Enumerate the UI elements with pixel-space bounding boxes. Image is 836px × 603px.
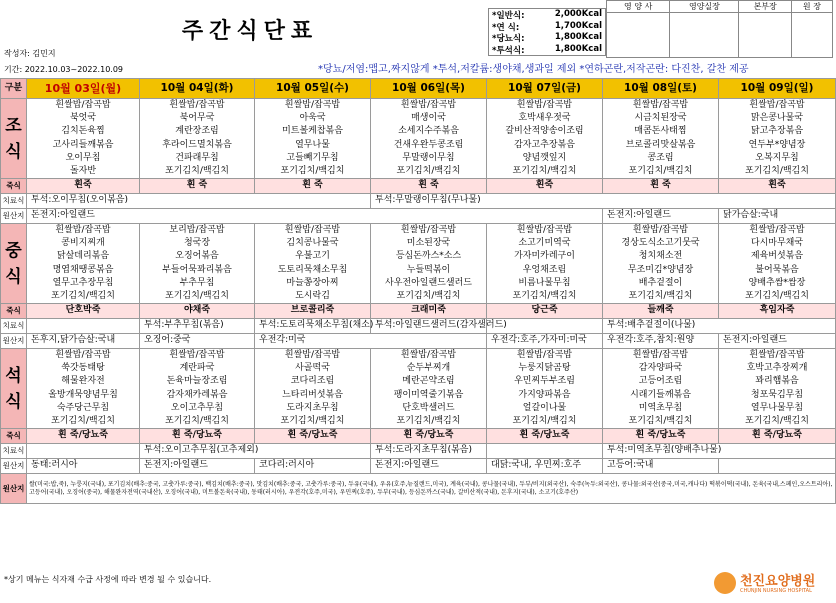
menu-item: 브로콜리맛살볶음: [625, 139, 696, 150]
page-title: 주간식단표: [181, 19, 319, 44]
porridge-cell: 브로콜리죽: [255, 304, 371, 319]
origin-cell: 우전각:미국: [255, 334, 487, 349]
menu-item: 호박새우젓국: [518, 113, 571, 124]
special-empty: [27, 319, 140, 334]
period-label: 기간: 2022.10.03~2022.10.09: [4, 65, 124, 74]
special-cell: 투석:오이고추무침(고추제외): [140, 444, 371, 459]
menu-item: 열무고추장무침: [52, 277, 114, 288]
calorie-row: [489, 9, 605, 21]
gubun-header: 구분: [1, 79, 27, 99]
menu-item: 건파래무침: [175, 152, 219, 163]
menu-item: 얼갈이나물: [522, 402, 567, 413]
menu-item: 포기김치/백김치: [165, 165, 229, 176]
special-cell: 투석:미역초무침(양배추나물): [603, 444, 836, 459]
meal-cell: [487, 349, 603, 429]
hospital-logo: [714, 568, 832, 602]
porridge-cell: 흰 죽: [371, 179, 487, 194]
signature-cell[interactable]: [791, 13, 832, 58]
menu-item: 고사리들깨볶음: [52, 139, 114, 150]
calorie-label: *일반식:: [492, 11, 525, 21]
row-label-special: 치료식: [1, 319, 27, 334]
menu-item: 시금치된장국: [634, 113, 687, 124]
meal-cell: [27, 99, 140, 179]
menu-item: 청치채소전: [638, 251, 683, 262]
menu-item: 청국장: [183, 238, 211, 249]
menu-item: 고등어조림: [638, 376, 683, 387]
menu-item: 포기김치/백김치: [396, 415, 461, 426]
porridge-cell: 흰 죽/당뇨죽: [487, 429, 603, 444]
menu-item: 계란파국: [179, 363, 215, 374]
porridge-cell: 흰죽: [487, 179, 603, 194]
row-label-origin-full: 원산지: [1, 474, 27, 504]
meal-cell: [255, 349, 371, 429]
porridge-cell: 야채죽: [140, 304, 255, 319]
menu-item: 흰쌀밥/잡곡밥: [284, 100, 341, 111]
menu-item: 소세지수주볶음: [398, 126, 459, 137]
menu-item: 흰쌀밥/잡곡밥: [516, 350, 573, 361]
menu-item: 사골떡국: [295, 363, 330, 374]
origin-cell: 돈전지:아일랜드: [140, 459, 255, 474]
calorie-row: [489, 32, 605, 44]
porridge-cell: 흰 죽/당뇨죽: [719, 429, 836, 444]
menu-item: 양배추쌈*쌈장: [748, 277, 806, 288]
menu-item: 흰쌀밥/잡곡밥: [284, 350, 341, 361]
menu-item: 누들떡볶이: [406, 264, 451, 275]
menu-item: 오이고추무침: [170, 402, 224, 413]
menu-item: 올방개묵양념무침: [48, 389, 118, 400]
menu-item: 감자양파국: [638, 363, 683, 374]
row-label-origin: 원산지: [1, 459, 27, 474]
menu-item: 흰쌀밥/잡곡밥: [284, 225, 341, 236]
menu-item: 아욱국: [299, 113, 326, 124]
porridge-cell: 크래미죽: [371, 304, 487, 319]
menu-item: 호박고추장찌개: [746, 363, 808, 374]
origin-cell: 우전각:호주,가자미:미국: [487, 334, 603, 349]
menu-item: 포기김치/백김치: [396, 165, 461, 176]
menu-item: 사우전아일랜드샐러드: [385, 277, 472, 288]
writer-label: 작성자: 김민지: [4, 49, 56, 58]
menu-item: 오복지무침: [755, 152, 799, 163]
diet-notice: *당뇨/저염:맵고,짜지않게 *투석,저칼륨:생야채,생과일 제외 *연하곤란,저작곤란: 다진찬, 갈찬 제공: [318, 64, 749, 75]
day-header: 10월 07일(금): [487, 79, 603, 99]
row-label-porridge: 죽식: [1, 304, 27, 319]
menu-item: 고들빼기무침: [286, 152, 339, 163]
menu-item: 흰쌀밥/잡곡밥: [55, 350, 111, 361]
special-cell: 투석:아일랜드샐러드(감자샐러드): [371, 319, 487, 334]
day-header: 10월 04일(화): [140, 79, 255, 99]
menu-item: 부추무침: [179, 277, 215, 288]
origin-cell: 돈전지:아일랜드: [603, 209, 719, 224]
row-label-origin: 원산지: [1, 209, 27, 224]
signature-cell[interactable]: [739, 13, 791, 58]
meal-cell: [603, 349, 719, 429]
menu-item: 맑은콩나물국: [750, 113, 804, 124]
special-cell: 투석:배추겉절이(나물): [603, 319, 836, 334]
signature-cell[interactable]: [607, 13, 670, 58]
menu-item: 배추겉절이: [638, 277, 683, 288]
meal-label-dinner: 석식: [1, 349, 27, 429]
meal-cell: [719, 349, 836, 429]
menu-item: 흰쌀밥/잡곡밥: [516, 100, 573, 111]
menu-item: 매생이국: [411, 113, 446, 124]
menu-item: 비름나물무침: [518, 277, 571, 288]
porridge-cell: 흰 죽/당뇨죽: [603, 429, 719, 444]
menu-item: 흰쌀밥/잡곡밥: [749, 225, 805, 236]
menu-item: 북엇국: [69, 113, 97, 124]
origin-cell: 대닭:국내, 우민찌:호주: [487, 459, 603, 474]
menu-item: 흰쌀밥/잡곡밥: [749, 100, 805, 111]
approval-box: [606, 0, 833, 58]
meal-cell: [255, 224, 371, 304]
menu-item: 포기김치/백김치: [512, 165, 577, 176]
menu-item: 돈육마늘장조림: [166, 376, 228, 387]
menu-item: 팽이미역줄기볶음: [393, 389, 464, 400]
menu-item: 단호박샐러드: [402, 402, 455, 413]
porridge-cell: 흑임자죽: [719, 304, 836, 319]
calorie-box: [488, 8, 606, 56]
menu-item: 닭고추장볶음: [750, 126, 804, 137]
origin-cell: 돈후지,닭가슴살:국내: [27, 334, 140, 349]
calorie-value: 1,800Kcal: [554, 32, 602, 42]
menu-item: 포기김치/백김치: [165, 290, 229, 301]
meal-cell: [603, 224, 719, 304]
menu-item: 흰쌀밥/잡곡밥: [749, 350, 805, 361]
menu-item: 등심돈까스*소스: [395, 251, 462, 262]
menu-item: 포기김치/백김치: [512, 415, 577, 426]
calorie-value: 2,000Kcal: [554, 9, 602, 19]
origin-cell: 돈전지:아일랜드: [371, 459, 487, 474]
menu-item: 김치콩나물국: [286, 238, 339, 249]
origin-cell: 코다리:러시아: [255, 459, 371, 474]
special-empty: [27, 444, 140, 459]
menu-item: 김치돈육찜: [61, 126, 105, 137]
menu-item: 도토리묵채소무침: [277, 264, 348, 275]
day-header: 10월 06일(목): [371, 79, 487, 99]
meal-cell: [140, 224, 255, 304]
porridge-cell: 흰 죽: [140, 179, 255, 194]
origin-cell: 우전각:호주,참치:원양: [603, 334, 719, 349]
menu-item: 오이무침: [65, 152, 101, 163]
menu-item: 숙주당근무침: [56, 402, 110, 413]
menu-item: 무말랭이무침: [402, 152, 455, 163]
menu-item: 흰쌀밥/잡곡밥: [169, 100, 225, 111]
menu-item: 매콤돈사태찜: [634, 126, 687, 137]
menu-item: 포기김치/백김치: [628, 290, 693, 301]
menu-item: 소고기미역국: [518, 238, 571, 249]
special-cell: 투석:오이무침(오이볶음): [27, 194, 371, 209]
menu-table: [0, 78, 836, 504]
menu-item: 포기김치/백김치: [280, 415, 345, 426]
calorie-row: [489, 21, 605, 33]
special-cell: 투석:부추무침(볶음): [140, 319, 255, 334]
signature-cell[interactable]: [670, 13, 739, 58]
menu-item: 포기김치/백김치: [745, 415, 809, 426]
special-cell: 투석:무말랭이무침(무나물): [371, 194, 836, 209]
hospital-subname: CHUNJIN NURSING HOSPITAL: [740, 588, 812, 594]
approval-header: 영양실장: [670, 1, 739, 13]
menu-item: 경상도식소고기뭇국: [621, 238, 700, 249]
origin-empty: [719, 459, 836, 474]
meal-cell: [371, 99, 487, 179]
calorie-label: *당뇨식:: [492, 34, 525, 44]
menu-item: 흰쌀밥/잡곡밥: [516, 225, 573, 236]
porridge-cell: 흰 죽: [603, 179, 719, 194]
meal-cell: [603, 99, 719, 179]
meal-cell: [371, 349, 487, 429]
menu-item: 순두부찌개: [406, 363, 451, 374]
footnote: *상기 메뉴는 식자재 수급 사정에 따라 변경 될 수 있습니다.: [4, 575, 212, 584]
porridge-cell: 흰 죽/당뇨죽: [371, 429, 487, 444]
origin-text: 쌀(미국:밥,죽), 누룽지(국내), 포기김치(배추:중국, 고춧가루:중국), 백김치(배추:중국), 맛김치(배추:중국, 고춧가루:중국), 두유(국내), 우유(호주,뉴질랜드,미국), 계육(국내), 콩나물(국내), 두부/비지(외국산), 숙주(녹두:외국산), 콩나물:외국산(중국,미국,캐나다) 떡볶이떡(국내), 돈육(국내,스페인,오스트리아), 고등어(국내), 오징어(중국), 해물완자전역(국내산), 오징어(국내), 미트볼돈육(국내), 동태(러시아), 우전각(호주,미국), 우민찌(호주), 두부(국내), 등심돈까스(국내), 갈비산적(국내), 돈후지(국내), 소고기(호주산): [27, 474, 836, 504]
menu-item: 다시마무채국: [750, 238, 804, 249]
menu-item: 열무나물: [295, 139, 330, 150]
porridge-cell: 단호박죽: [27, 304, 140, 319]
day-header: 10월 09일(일): [719, 79, 836, 99]
origin-cell: 동태:러시아: [27, 459, 140, 474]
menu-item: 북어무국: [179, 113, 215, 124]
row-label-porridge: 죽식: [1, 179, 27, 194]
menu-item: 오징어볶음: [175, 251, 219, 262]
meal-cell: [487, 99, 603, 179]
menu-item: 흰쌀밥/잡곡밥: [55, 225, 111, 236]
origin-cell: 닭가슴살:국내: [719, 209, 836, 224]
porridge-cell: 당근죽: [487, 304, 603, 319]
menu-item: 포기김치/백김치: [745, 290, 809, 301]
row-label-porridge: 죽식: [1, 429, 27, 444]
menu-item: 흰쌀밥/잡곡밥: [632, 225, 689, 236]
porridge-cell: 흰 죽/당뇨죽: [27, 429, 140, 444]
approval-header: 원 장: [791, 1, 832, 13]
menu-item: 포기김치/백김치: [51, 415, 115, 426]
menu-item: 포기김치/백김치: [280, 165, 345, 176]
menu-item: 메란곤약조림: [402, 376, 455, 387]
origin-cell: 고등어:국내: [603, 459, 719, 474]
day-header: 10월 03일(월): [27, 79, 140, 99]
menu-item: 우엉채조림: [522, 264, 567, 275]
menu-item: 닭살데리볶음: [56, 251, 110, 262]
meal-label-breakfast: 조식: [1, 99, 27, 179]
approval-header: 영 양 사: [607, 1, 670, 13]
calorie-value: 1,800Kcal: [554, 43, 602, 54]
menu-item: 무조미김*양념장: [627, 264, 694, 275]
row-label-special: 치료식: [1, 444, 27, 459]
meal-cell: [27, 224, 140, 304]
meal-label-lunch: 중식: [1, 224, 27, 304]
porridge-cell: 들깨죽: [603, 304, 719, 319]
menu-item: 포기김치/백김치: [512, 290, 577, 301]
hospital-name: 천진요양병원: [740, 574, 816, 589]
day-header: 10월 08일(토): [603, 79, 719, 99]
menu-item: 도시락김: [295, 290, 330, 301]
menu-item: 흰쌀밥/잡곡밥: [400, 100, 457, 111]
day-header: 10월 05일(수): [255, 79, 371, 99]
menu-item: 돌자반: [69, 165, 97, 176]
porridge-cell: 흰 죽/당뇨죽: [140, 429, 255, 444]
special-cell: 투석:도라지초무침(볶음): [371, 444, 487, 459]
porridge-cell: 흰죽: [719, 179, 836, 194]
menu-item: 꽈리햄볶음: [755, 376, 799, 387]
menu-item: 해물완자전: [61, 376, 105, 387]
meal-cell: [719, 99, 836, 179]
origin-cell: 오징어:중국: [140, 334, 255, 349]
menu-item: 우민찌두부조림: [514, 376, 575, 387]
special-empty: [487, 444, 603, 459]
meal-cell: [719, 224, 836, 304]
calorie-label: *투석식:: [492, 45, 525, 56]
calorie-row: [489, 44, 605, 56]
menu-item: 열무나물무침: [750, 402, 804, 413]
origin-cell: 돈전지:아일랜드: [27, 209, 603, 224]
special-cell: 투석:도토리묵채소무침(채소): [255, 319, 371, 334]
menu-item: 양념깻잎지: [522, 152, 567, 163]
menu-item: 미역초무침: [638, 402, 683, 413]
menu-item: 흰쌀밥/잡곡밥: [55, 100, 111, 111]
menu-item: 흰쌀밥/잡곡밥: [632, 350, 689, 361]
menu-item: 감자고추장볶음: [514, 139, 575, 150]
menu-item: 흰쌀밥/잡곡밥: [400, 350, 457, 361]
porridge-cell: 흰 죽: [255, 179, 371, 194]
meal-cell: [255, 99, 371, 179]
menu-item: 마늘쫑장아찌: [286, 277, 339, 288]
menu-item: 계란장조림: [175, 126, 219, 137]
menu-item: 콩비지찌개: [61, 238, 105, 249]
tree-icon: [714, 572, 736, 594]
menu-item: 청포묵김무침: [750, 389, 804, 400]
row-label-special: 치료식: [1, 194, 27, 209]
menu-item: 도라지초무침: [286, 402, 339, 413]
menu-item: 느타리버섯볶음: [282, 389, 343, 400]
menu-item: 갈비산적양송이조림: [505, 126, 584, 137]
meal-cell: [140, 349, 255, 429]
menu-item: 포기김치/백김치: [628, 415, 693, 426]
calorie-value: 1,700Kcal: [554, 20, 602, 31]
calorie-label: *연 식:: [492, 22, 520, 33]
menu-item: 제육버섯볶음: [750, 251, 804, 262]
menu-item: 흰쌀밥/잡곡밥: [400, 225, 457, 236]
origin-cell: 돈전지:아일랜드: [719, 334, 836, 349]
menu-item: 포기김치/백김치: [745, 165, 809, 176]
menu-item: 포기김치/백김치: [165, 415, 229, 426]
menu-item: 미소된장국: [406, 238, 451, 249]
menu-item: 우불고기: [295, 251, 330, 262]
menu-item: 포기김치/백김치: [51, 290, 115, 301]
menu-item: 흰쌀밥/잡곡밥: [169, 350, 225, 361]
meal-cell: [487, 224, 603, 304]
menu-item: 코다리조림: [290, 376, 335, 387]
menu-item: 시래기들깨볶음: [630, 389, 691, 400]
meal-cell: [371, 224, 487, 304]
menu-item: 보리밥/잡곡밥: [169, 225, 225, 236]
row-label-origin: 원산지: [1, 334, 27, 349]
menu-item: 건새우완두콩조림: [393, 139, 464, 150]
approval-header: 본부장: [739, 1, 791, 13]
porridge-cell: 흰 죽/당뇨죽: [255, 429, 371, 444]
menu-item: 가자미카레구이: [514, 251, 575, 262]
menu-item: 부들어묵꽈리볶음: [162, 264, 232, 275]
menu-item: 누룽지닭곰탕: [518, 363, 571, 374]
menu-item: 쑥갓동태탕: [61, 363, 105, 374]
menu-item: 명엽채땡콩볶음: [52, 264, 114, 275]
menu-item: 포기김치/백김치: [628, 165, 693, 176]
menu-item: 미트볼케찹볶음: [282, 126, 343, 137]
menu-item: 가지양파볶음: [518, 389, 571, 400]
menu-item: 콩조림: [647, 152, 674, 163]
menu-item: 흰쌀밥/잡곡밥: [632, 100, 689, 111]
menu-item: 감자채카레볶음: [166, 389, 228, 400]
meal-cell: [27, 349, 140, 429]
menu-item: 연두부*양념장: [748, 139, 806, 150]
menu-item: 후라이드멸치볶음: [162, 139, 232, 150]
menu-item: 불어묵볶음: [755, 264, 799, 275]
menu-item: 포기김치/백김치: [396, 290, 461, 301]
meal-cell: [140, 99, 255, 179]
porridge-cell: 흰죽: [27, 179, 140, 194]
